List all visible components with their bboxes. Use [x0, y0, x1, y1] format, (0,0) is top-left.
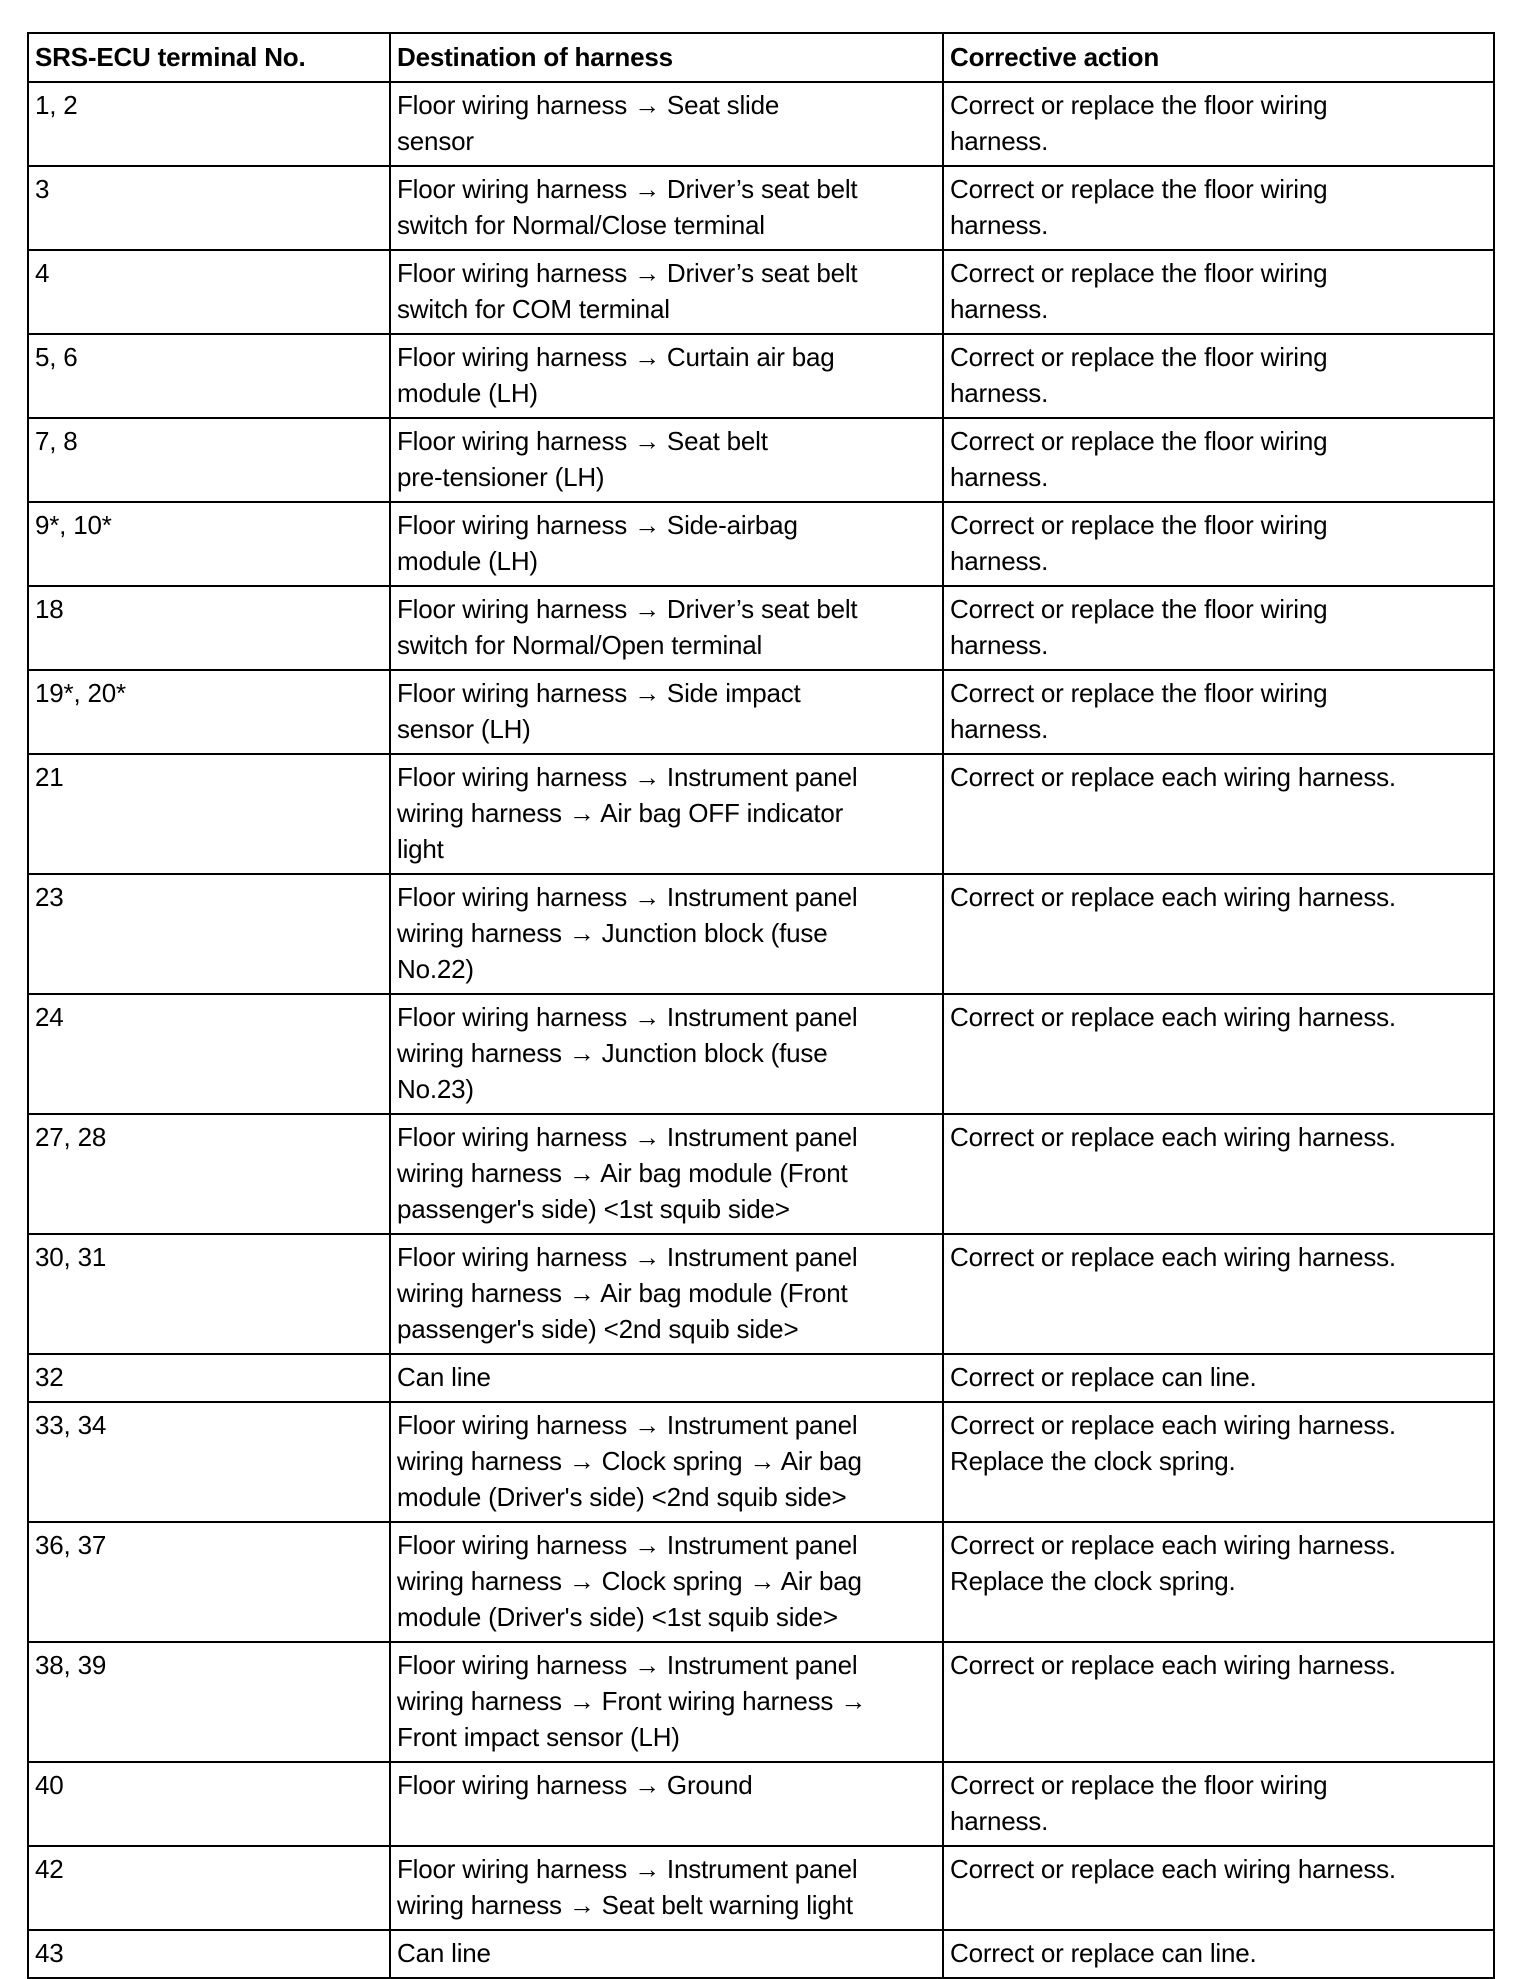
- header-row: [28, 33, 1494, 82]
- action-cell: Correct or replace can line.: [943, 1930, 1494, 1978]
- terminal-cell: 19*, 20*: [28, 670, 390, 754]
- table-row: [28, 1114, 1494, 1234]
- action-cell: Correct or replace each wiring harness.: [943, 1114, 1494, 1234]
- table-row: [28, 166, 1494, 250]
- table-row: [28, 250, 1494, 334]
- terminal-cell: 27, 28: [28, 1114, 390, 1234]
- terminal-cell: 30, 31: [28, 1234, 390, 1354]
- destination-cell: Floor wiring harness → Side impact sensor (LH): [390, 670, 943, 754]
- terminal-cell: 36, 37: [28, 1522, 390, 1642]
- terminal-cell: 18: [28, 586, 390, 670]
- table-row: [28, 334, 1494, 418]
- table-row: [28, 1402, 1494, 1522]
- action-cell: Correct or replace the floor wiring harness.: [943, 502, 1494, 586]
- table-row: [28, 502, 1494, 586]
- destination-cell: Floor wiring harness → Curtain air bag module (LH): [390, 334, 943, 418]
- action-cell: Correct or replace the floor wiring harness.: [943, 334, 1494, 418]
- terminal-cell: 32: [28, 1354, 390, 1402]
- action-cell: Correct or replace each wiring harness. Replace the clock spring.: [943, 1522, 1494, 1642]
- destination-cell: Floor wiring harness → Instrument panel wiring harness → Junction block (fuse No.22): [390, 874, 943, 994]
- destination-cell: Floor wiring harness → Instrument panel wiring harness → Junction block (fuse No.23): [390, 994, 943, 1114]
- action-cell: Correct or replace the floor wiring harness.: [943, 250, 1494, 334]
- terminal-cell: 38, 39: [28, 1642, 390, 1762]
- action-cell: Correct or replace each wiring harness.: [943, 1642, 1494, 1762]
- destination-cell: Floor wiring harness → Side-airbag module (LH): [390, 502, 943, 586]
- destination-cell: Floor wiring harness → Seat slide sensor: [390, 82, 943, 166]
- terminal-cell: 1, 2: [28, 82, 390, 166]
- destination-cell: Floor wiring harness → Driver’s seat belt switch for Normal/Open terminal: [390, 586, 943, 670]
- terminal-cell: 24: [28, 994, 390, 1114]
- table-row: [28, 994, 1494, 1114]
- action-cell: Correct or replace each wiring harness.: [943, 874, 1494, 994]
- destination-cell: Floor wiring harness → Instrument panel wiring harness → Air bag module (Front passenger's side) <1st squib side>: [390, 1114, 943, 1234]
- action-cell: Correct or replace each wiring harness.: [943, 754, 1494, 874]
- action-cell: Correct or replace each wiring harness.: [943, 1234, 1494, 1354]
- table-row: [28, 1762, 1494, 1846]
- header-destination: Destination of harness: [390, 33, 943, 82]
- table-row: [28, 82, 1494, 166]
- action-cell: Correct or replace can line.: [943, 1354, 1494, 1402]
- terminal-cell: 21: [28, 754, 390, 874]
- terminal-cell: 4: [28, 250, 390, 334]
- destination-cell: Floor wiring harness → Driver’s seat belt switch for Normal/Close terminal: [390, 166, 943, 250]
- action-cell: Correct or replace the floor wiring harness.: [943, 82, 1494, 166]
- header-action: Corrective action: [943, 33, 1494, 82]
- table-row: [28, 670, 1494, 754]
- terminal-cell: 23: [28, 874, 390, 994]
- header-terminal: SRS-ECU terminal No.: [28, 33, 390, 82]
- terminal-cell: 7, 8: [28, 418, 390, 502]
- action-cell: Correct or replace the floor wiring harness.: [943, 670, 1494, 754]
- action-cell: Correct or replace the floor wiring harness.: [943, 418, 1494, 502]
- destination-cell: Floor wiring harness → Instrument panel wiring harness → Clock spring → Air bag module (Driver's side) <1st squib side>: [390, 1522, 943, 1642]
- action-cell: Correct or replace the floor wiring harness.: [943, 1762, 1494, 1846]
- destination-cell: Floor wiring harness → Driver’s seat belt switch for COM terminal: [390, 250, 943, 334]
- action-cell: Correct or replace each wiring harness.: [943, 994, 1494, 1114]
- table-row: [28, 1522, 1494, 1642]
- table-row: [28, 754, 1494, 874]
- terminal-cell: 9*, 10*: [28, 502, 390, 586]
- destination-cell: Floor wiring harness → Seat belt pre-tensioner (LH): [390, 418, 943, 502]
- table-row: [28, 1846, 1494, 1930]
- table-row: [28, 1354, 1494, 1402]
- table-row: [28, 1234, 1494, 1354]
- terminal-cell: 33, 34: [28, 1402, 390, 1522]
- terminal-cell: 40: [28, 1762, 390, 1846]
- terminal-cell: 42: [28, 1846, 390, 1930]
- table-row: [28, 874, 1494, 994]
- destination-cell: Can line: [390, 1354, 943, 1402]
- destination-cell: Floor wiring harness → Instrument panel wiring harness → Air bag module (Front passenger's side) <2nd squib side>: [390, 1234, 943, 1354]
- action-cell: Correct or replace each wiring harness. Replace the clock spring.: [943, 1402, 1494, 1522]
- destination-cell: Floor wiring harness → Ground: [390, 1762, 943, 1846]
- destination-cell: Can line: [390, 1930, 943, 1978]
- destination-cell: Floor wiring harness → Instrument panel wiring harness → Seat belt warning light: [390, 1846, 943, 1930]
- terminal-cell: 5, 6: [28, 334, 390, 418]
- terminal-cell: 3: [28, 166, 390, 250]
- destination-cell: Floor wiring harness → Instrument panel wiring harness → Clock spring → Air bag module (Driver's side) <2nd squib side>: [390, 1402, 943, 1522]
- action-cell: Correct or replace the floor wiring harness.: [943, 166, 1494, 250]
- harness-table: [27, 32, 1495, 1979]
- table-row: [28, 1642, 1494, 1762]
- action-cell: Correct or replace each wiring harness.: [943, 1846, 1494, 1930]
- destination-cell: Floor wiring harness → Instrument panel wiring harness → Front wiring harness → Front impact sensor (LH): [390, 1642, 943, 1762]
- table-row: [28, 586, 1494, 670]
- terminal-cell: 43: [28, 1930, 390, 1978]
- action-cell: Correct or replace the floor wiring harness.: [943, 586, 1494, 670]
- destination-cell: Floor wiring harness → Instrument panel wiring harness → Air bag OFF indicator light: [390, 754, 943, 874]
- table-row: [28, 418, 1494, 502]
- table-row: [28, 1930, 1494, 1978]
